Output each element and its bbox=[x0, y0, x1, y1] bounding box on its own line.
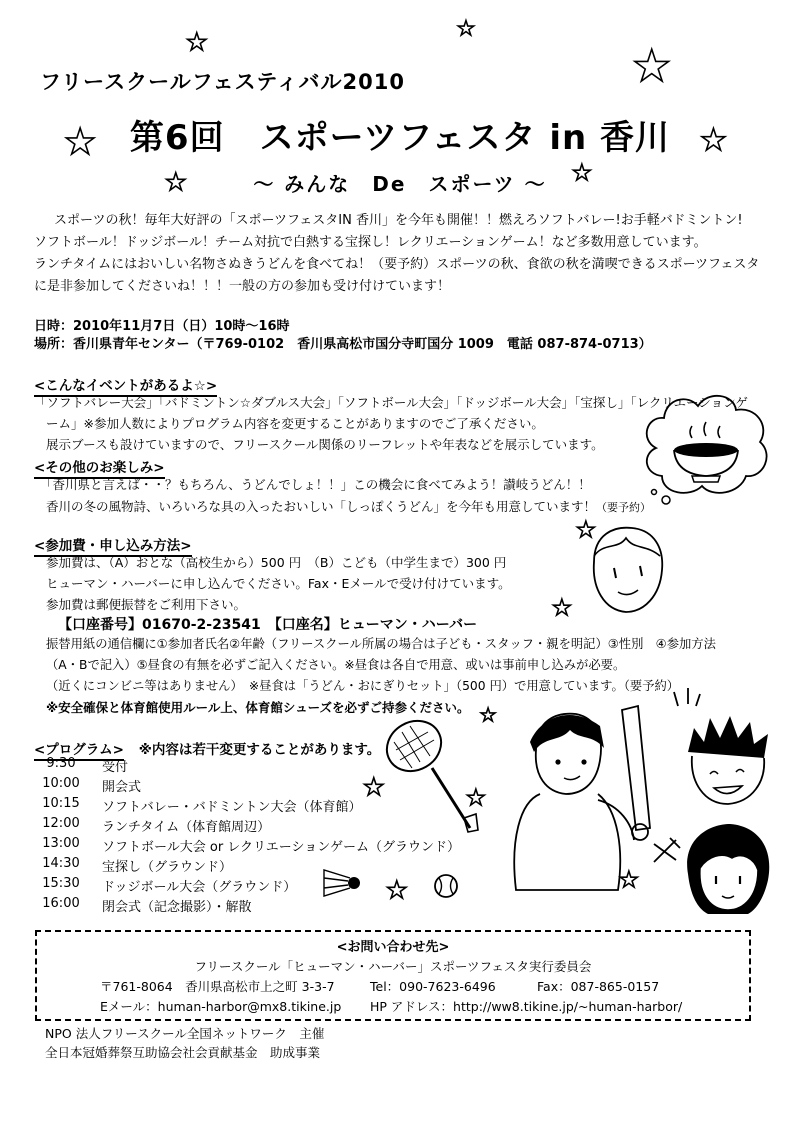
fee-line: 参加費は郵便振替をご利用下さい。 bbox=[46, 597, 247, 612]
star-icon: ★ bbox=[165, 168, 187, 196]
bank-account: 【口座番号】01670-2-23541 【口座名】ヒューマン・ハーバー bbox=[58, 617, 478, 633]
program-row bbox=[36, 816, 396, 836]
girl-illustration bbox=[678, 818, 778, 922]
program-time: 16:00 bbox=[42, 896, 80, 911]
program-row bbox=[36, 796, 396, 816]
intro-paragraph bbox=[34, 210, 774, 298]
contact-heading: <お問い合わせ先> bbox=[336, 940, 450, 955]
program-event: ソフトボール大会 or レクリエーションゲーム（グラウンド） bbox=[102, 840, 461, 855]
events-heading: <こんなイベントがあるよ☆> bbox=[34, 374, 217, 394]
sparkle-icon bbox=[672, 684, 702, 710]
star-icon: ★ bbox=[480, 705, 497, 726]
program-event: 開会式 bbox=[102, 780, 142, 795]
fee-note: （A・Bで記入）⑤昼食の有無を必ずご記入ください。※昼食は各自で用意、或いは事前申し込みが必要。 bbox=[46, 658, 626, 672]
program-time: 9:30 bbox=[46, 756, 76, 771]
contact-fax: Fax：087-865-0157 bbox=[537, 979, 660, 994]
star-icon: ★ bbox=[64, 122, 97, 163]
spiky-hair-boy-illustration bbox=[680, 712, 772, 812]
event-datetime: 日時：2010年11月7日（日）10時～16時 bbox=[34, 319, 290, 334]
star-icon: ★ bbox=[572, 161, 592, 186]
events-line: 展示ブースも設けていますので、フリースクール関係のリーフレットや年表などを展示しています。 bbox=[46, 437, 604, 452]
contact-homepage[interactable]: HP アドレス：http://ww8.tikine.jp/~human-harbor/ bbox=[370, 999, 683, 1014]
intro-line: スポーツの秋！毎年大好評の「スポーツフェスタIN 香川」を今年も開催！！燃えろソフトバレー!お手軽バドミントン! bbox=[54, 213, 743, 228]
star-icon: ★ bbox=[632, 41, 672, 92]
program-time: 10:15 bbox=[42, 796, 80, 811]
program-time: 13:00 bbox=[42, 836, 80, 851]
sparkle-icon bbox=[650, 836, 682, 866]
organizer-line: NPO 法人フリースクール全国ネットワーク 主催 bbox=[45, 1026, 325, 1041]
star-icon: ★ bbox=[700, 123, 727, 158]
program-time: 10:00 bbox=[42, 776, 80, 791]
fee-note: （近くにコンビニ等はありません） ※昼食は「うどん・おにぎりセット」（500 円）で用意しています。（要予約） bbox=[46, 679, 680, 693]
contact-box bbox=[35, 930, 751, 1021]
contact-tel: Tel：090-7623-6496 bbox=[370, 979, 496, 994]
fun-line: 香川の冬の風物詩、いろいろな具の入ったおいしい「しっぽくうどん」を今年も用意しています！（要予約） bbox=[46, 499, 652, 514]
star-icon: ★ bbox=[466, 786, 486, 811]
program-note: ※内容は若干変更することがあります。 bbox=[138, 742, 381, 758]
program-row bbox=[36, 836, 461, 856]
star-icon: ★ bbox=[576, 518, 596, 543]
contact-org: フリースクール「ヒューマン・ハーバー」スポーツフェスタ実行委員会 bbox=[194, 959, 592, 974]
intro-line: に是非参加してくださいね！！！一般の方の参加も受け付けています！ bbox=[34, 279, 451, 294]
contact-address: 〒761-8064 香川県高松市上之町 3-3-7 bbox=[100, 979, 335, 994]
intro-line: ソフトボール！ドッジボール！チーム対抗で白熱する宝探し！レクリエーションゲーム！など多数用意しています。 bbox=[34, 235, 707, 250]
safety-note: ※安全確保と体育館使用ルール上、体育館シューズを必ずご持参ください。 bbox=[46, 700, 470, 715]
udon-bowl-illustration bbox=[636, 388, 776, 506]
softball-icon bbox=[432, 872, 460, 900]
program-row bbox=[36, 756, 396, 776]
sponsor-line: 全日本冠婚葬祭互助協会社会貢献基金 助成事業 bbox=[45, 1045, 321, 1060]
star-icon: ★ bbox=[186, 28, 208, 56]
shuttlecock-icon bbox=[320, 868, 362, 898]
program-event: ドッジボール大会（グラウンド） bbox=[102, 880, 297, 895]
events-line: ーム」※参加人数によりプログラム内容を変更することがありますのでご了承ください。 bbox=[46, 416, 544, 431]
contact-email[interactable]: Eメール：human-harbor@mx8.tikine.jp bbox=[100, 999, 342, 1014]
fee-line: 参加費は、（A）おとな（高校生から）500 円 （B）こども（中学生まで）300 円 bbox=[46, 555, 507, 570]
program-time: 14:30 bbox=[42, 856, 80, 871]
program-event: 受付 bbox=[102, 760, 129, 775]
star-icon: ★ bbox=[552, 596, 572, 621]
star-icon: ★ bbox=[386, 876, 408, 904]
program-time: 12:00 bbox=[42, 816, 80, 831]
program-row bbox=[36, 776, 396, 796]
fee-notes bbox=[46, 634, 716, 697]
racket-illustration bbox=[380, 710, 480, 836]
program-event: 閉会式（記念撮影）・解散 bbox=[102, 900, 252, 915]
page-title: 第6回 スポーツフェスタ in 香川 bbox=[129, 118, 671, 158]
fee-line: ヒューマン・ハーバーに申し込んでください。Fax・Eメールで受け付けています。 bbox=[46, 576, 511, 591]
fee-heading: <参加費・申し込み方法> bbox=[34, 534, 192, 554]
event-venue: 場所：香川県青年センター（〒769-0102 香川県高松市国分寺町国分 1009 電話 087-874-0713） bbox=[34, 337, 652, 352]
fee-note: 振替用紙の通信欄に①参加者氏名②年齢（フリースクール所属の場合は子ども・スタッフ・親を明記）③性別 ④参加方法 bbox=[46, 637, 716, 651]
boy-face-illustration bbox=[584, 522, 670, 618]
program-heading: <プログラム> ※内容は若干変更することがあります。 bbox=[34, 738, 380, 758]
program-time: 15:30 bbox=[42, 876, 80, 891]
fun-heading: <その他のお楽しみ> bbox=[34, 456, 165, 476]
fee-text bbox=[46, 552, 511, 615]
intro-line: ランチタイムにはおいしい名物さぬきうどんを食べてね！（要予約）スポーツの秋、食欲の秋を満喫できるスポーツフェスタ bbox=[34, 257, 760, 272]
boy-with-bat-illustration bbox=[500, 690, 670, 906]
program-event: ランチタイム（体育館周辺） bbox=[102, 820, 271, 835]
program-event: ソフトバレー・バドミントン大会（体育館） bbox=[102, 800, 362, 815]
festival-name: フリースクールフェスティバル2010 bbox=[40, 70, 405, 94]
page-subtitle: ～ みんな De スポーツ ～ bbox=[253, 172, 547, 196]
star-icon: ★ bbox=[619, 868, 639, 893]
program-event: 宝探し（グラウンド） bbox=[102, 860, 233, 875]
star-icon: ★ bbox=[457, 16, 475, 40]
star-icon: ★ bbox=[363, 773, 385, 801]
fun-line: 「香川県と言えば・・？もちろん、うどんでしょ！！」この機会に食べてみよう！讃岐うどん！！ bbox=[40, 477, 591, 492]
events-line: 「ソフトバレー大会」「バドミントン☆ダブルス大会」「ソフトボール大会」「ドッジボール大会」「宝探し」「レクリエーションゲ bbox=[34, 395, 748, 410]
program-row bbox=[36, 896, 396, 916]
